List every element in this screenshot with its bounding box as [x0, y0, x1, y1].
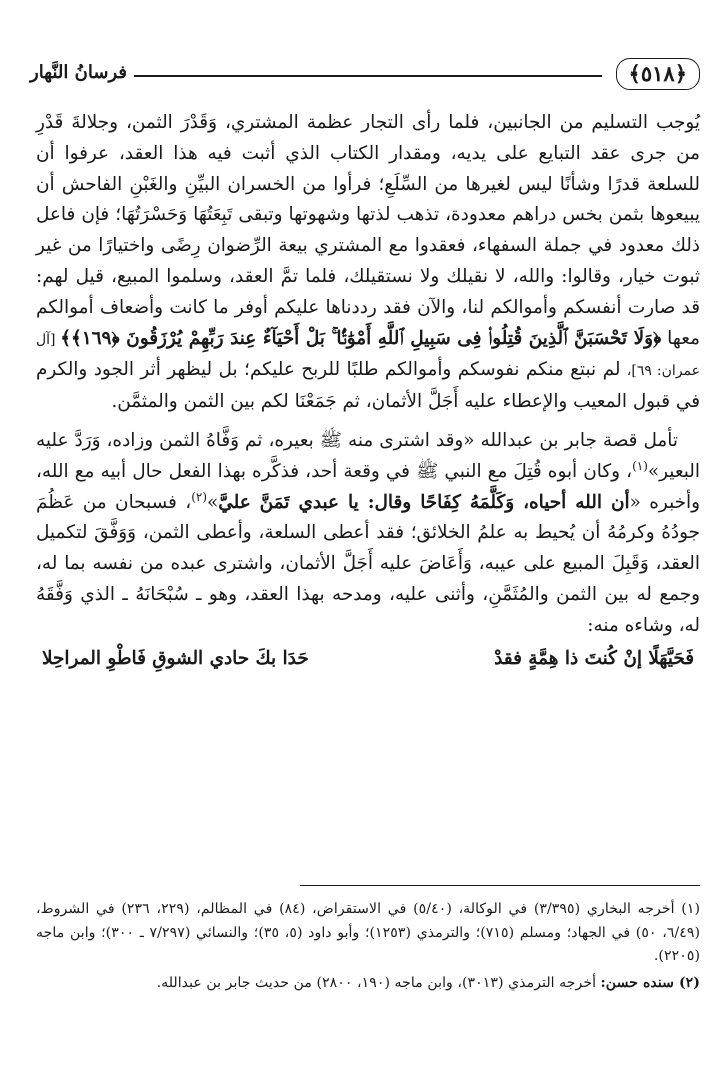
footnote-1: (١) أخرجه البخاري (٣/٣٩٥) في الوكالة، (٥/٤٠) في الاستقراض، (٨٤) في المظالم، (٢٢٩، ٢٣٦) في الشروط، (٦/٤٩، ٥٠) في الجهاد؛ ومسلم (٧١٥)؛ والترمذي (١٢٥٣)؛ وأبو داود (٥، ٣٥)؛ والنسائي (٧/٢٩٧ ـ ٣٠٠)؛ وابن ماجه (٢٢٠٥).	[36, 901, 701, 965]
footnote-2-label: (٢) سنده حسن:	[600, 974, 700, 991]
footnote-ref-2[interactable]: (٢)	[191, 489, 208, 504]
verse-citation: [آل عمران: ٦٩]،	[36, 331, 700, 380]
paragraph-2-text-a: تأمل قصة جابر بن عبدالله «وقد اشترى منه ﷺ بعيره، ثم وَفَّاهُ الثمن وزاده، وَرَدَّ عليه البعير»	[36, 429, 700, 482]
paragraph-2-text-b: ، وكان أبوه قُتِلَ مع النبي ﷺ في وقعة أحد، فذكَّره بهذا الفعل حال أبيه مع الله، وأخبره «	[36, 460, 700, 513]
paragraph-2	[36, 426, 700, 642]
poem-first-hemistich: فَحَيَّهَلًا إنْ كُنتَ ذا هِمَّةٍ فقدْ	[494, 647, 694, 669]
footnote-separator	[300, 885, 700, 886]
paragraph-1	[36, 108, 700, 418]
quran-verse: ﴿وَلَا تَحْسَبَنَّ ٱلَّذِينَ قُتِلُوا۟ فِى سَبِيلِ ٱللَّهِ أَمْوَٰتًۢا ۚ بَلْ أَحْيَآءٌ عِندَ رَبِّهِمْ يُرْزَقُونَ ﴿١٦٩﴾﴾	[60, 327, 662, 349]
book-title: فرسانُ النَّهار	[30, 62, 127, 83]
poem-verse	[36, 644, 700, 675]
footnote-2	[36, 972, 700, 996]
header-rule	[134, 75, 602, 77]
footnote-2-text: أخرجه الترمذي (٣٠١٣)، وابن ماجه (١٩٠، ٢٨٠٠) من حديث جابر بن عبدالله.	[156, 974, 601, 991]
hadith-quote: أن الله أحياه، وَكَلَّمَهُ كِفَاحًا وقال: يا عبدي تَمَنَّ عليَّ	[218, 491, 630, 513]
main-text	[36, 108, 700, 674]
page-header	[30, 58, 700, 96]
paragraph-1-text-b: لم نبتع منكم نفوسكم وأموالكم طلبًا للربح عليكم؛ بل ليظهر أثر الجود والكرم في قبول المعيب والإعطاء عليه أَجَلَّ الأثمان، ثم جَمَعْنَا لكم بين الثمن والمثمَّن.	[36, 359, 700, 413]
footnote-ref-1[interactable]: (١)	[632, 458, 648, 473]
paragraph-1-text-a: يُوجب التسليم من الجانبين، فلما رأى التجار عظمة المشتري، وَقَدْرَ الثمن، وجلالةَ قَدْرِ من جرى عقد التبايع على يديه، ومقدار الكتاب الذي أثبت فيه هذا العقد، عرفوا أن للسلعة قدرًا وشأنًا ليس لغيرها من السِّلَعِ؛ فرأوا من الخسران البيِّنِ والغَبْنِ الفاحش أن يبيعوها بثمن بخس دراهم معدودة، تذهب لذتها وشهوتها وتبقى تَبِعَتُهَا وَحَسْرَتُهَا؛ فإن فاعل ذلك معدود في جملة السفهاء، فعقدوا مع المشتري بيعة الرِّضوان رِضًى واختيارًا من غير ثبوت خيار، وقالوا: والله، لا نقيلك ولا نستقيلك، فلما تمَّ العقد، وسلموا المبيع، قيل لهم: قد صارت أنفسكم وأموالكم لنا، والآن فقد رددناها عليكم أوفر ما كانت وأضعاف أموالكم معها	[36, 112, 700, 349]
paragraph-2-text-c: »	[207, 491, 219, 513]
page-number: ﴿٥١٨﴾	[616, 58, 700, 90]
poem-second-hemistich: حَدَا بكَ حادي الشوقِ فَاطْوِ المراحِلا	[42, 647, 309, 669]
footnotes	[36, 898, 700, 995]
paragraph-2-text-d: ، فسبحان من عَظُمَ جودُهُ وكرمُهُ أن يُحيط به علمُ الخلائق؛ فقد أعطى السلعة، وأعطى الثمن، وَوَفَّقَ لتكميل العقد، وَقَبِلَ المبيع على عيبه، وَأَعَاضَ عليه أَجَلَّ الأثمان، واشترى عبده من نفسه بما له، وجمع له بين الثمن والمُثَمَّنِ، وأثنى عليه، ومدحه بهذا العقد، وهو ـ سُبْحَانَهُ ـ الذي وَفَّقَهُ له، وشاءه منه:	[36, 491, 700, 636]
